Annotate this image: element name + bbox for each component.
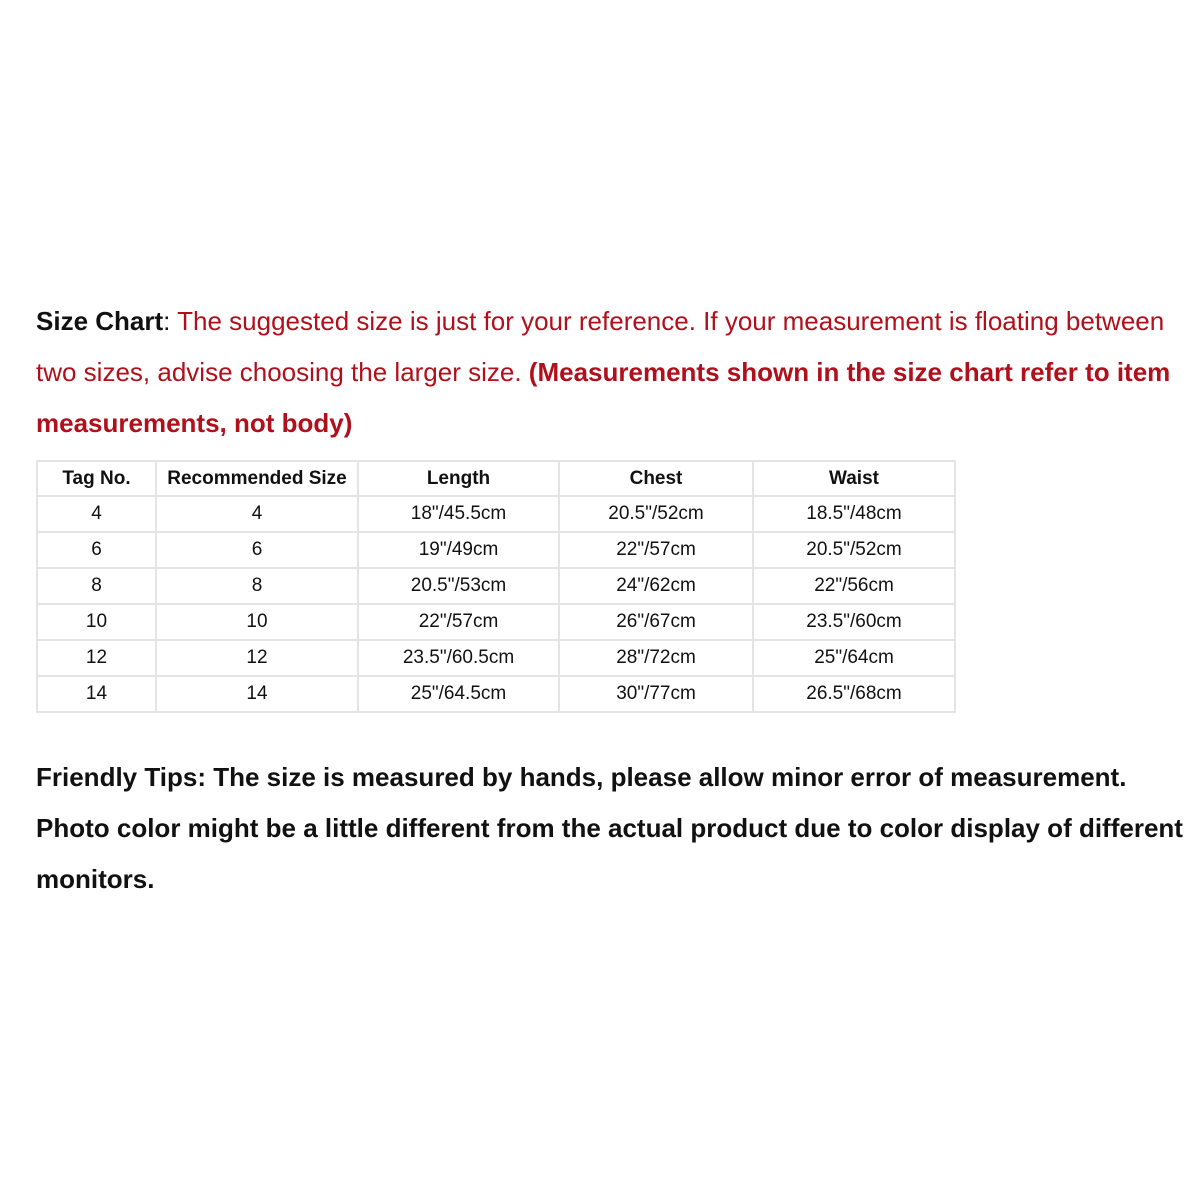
table-row — [37, 676, 955, 712]
cell-chest: 28"/72cm — [559, 640, 753, 676]
cell-waist: 23.5"/60cm — [753, 604, 955, 640]
table-row — [37, 496, 955, 532]
cell-length: 19"/49cm — [358, 532, 559, 568]
cell-recommended-size: 6 — [156, 532, 358, 568]
size-table — [36, 460, 956, 713]
cell-tag-no: 12 — [37, 640, 156, 676]
table-row — [37, 568, 955, 604]
cell-length: 25"/64.5cm — [358, 676, 559, 712]
cell-tag-no: 4 — [37, 496, 156, 532]
measurement-disclaimer: (Measurements shown in the size chart refer to item measurements, not body) — [36, 357, 1171, 438]
label-separator: : — [163, 306, 171, 336]
friendly-tips: Friendly Tips: The size is measured by hands, please allow minor error of measurement. Photo color might be a little different from the actual product due to color display of different monitors. — [36, 762, 1183, 894]
cell-waist: 26.5"/68cm — [753, 676, 955, 712]
cell-chest: 26"/67cm — [559, 604, 753, 640]
cell-waist: 25"/64cm — [753, 640, 955, 676]
cell-recommended-size: 12 — [156, 640, 358, 676]
cell-length: 22"/57cm — [358, 604, 559, 640]
header-tag-no: Tag No. — [37, 461, 156, 496]
cell-waist: 18.5"/48cm — [753, 496, 955, 532]
cell-recommended-size: 10 — [156, 604, 358, 640]
table-row — [37, 604, 955, 640]
cell-tag-no: 6 — [37, 532, 156, 568]
cell-length: 23.5"/60.5cm — [358, 640, 559, 676]
table-row — [37, 640, 955, 676]
cell-chest: 30"/77cm — [559, 676, 753, 712]
cell-length: 20.5"/53cm — [358, 568, 559, 604]
size-chart-intro — [36, 296, 1176, 449]
cell-waist: 22"/56cm — [753, 568, 955, 604]
cell-tag-no: 8 — [37, 568, 156, 604]
cell-tag-no: 14 — [37, 676, 156, 712]
header-waist: Waist — [753, 461, 955, 496]
cell-chest: 22"/57cm — [559, 532, 753, 568]
cell-tag-no: 10 — [37, 604, 156, 640]
cell-chest: 24"/62cm — [559, 568, 753, 604]
cell-recommended-size: 14 — [156, 676, 358, 712]
table-header-row — [37, 461, 955, 496]
header-recommended-size: Recommended Size — [156, 461, 358, 496]
table-row — [37, 532, 955, 568]
cell-waist: 20.5"/52cm — [753, 532, 955, 568]
cell-recommended-size: 8 — [156, 568, 358, 604]
cell-chest: 20.5"/52cm — [559, 496, 753, 532]
size-chart-label: Size Chart — [36, 306, 164, 336]
cell-recommended-size: 4 — [156, 496, 358, 532]
cell-length: 18"/45.5cm — [358, 496, 559, 532]
header-chest: Chest — [559, 461, 753, 496]
header-length: Length — [358, 461, 559, 496]
size-advice-note: The suggested size is just for your reference. If your measurement is floating between two sizes, advise choosing the larger size. — [36, 306, 1165, 387]
